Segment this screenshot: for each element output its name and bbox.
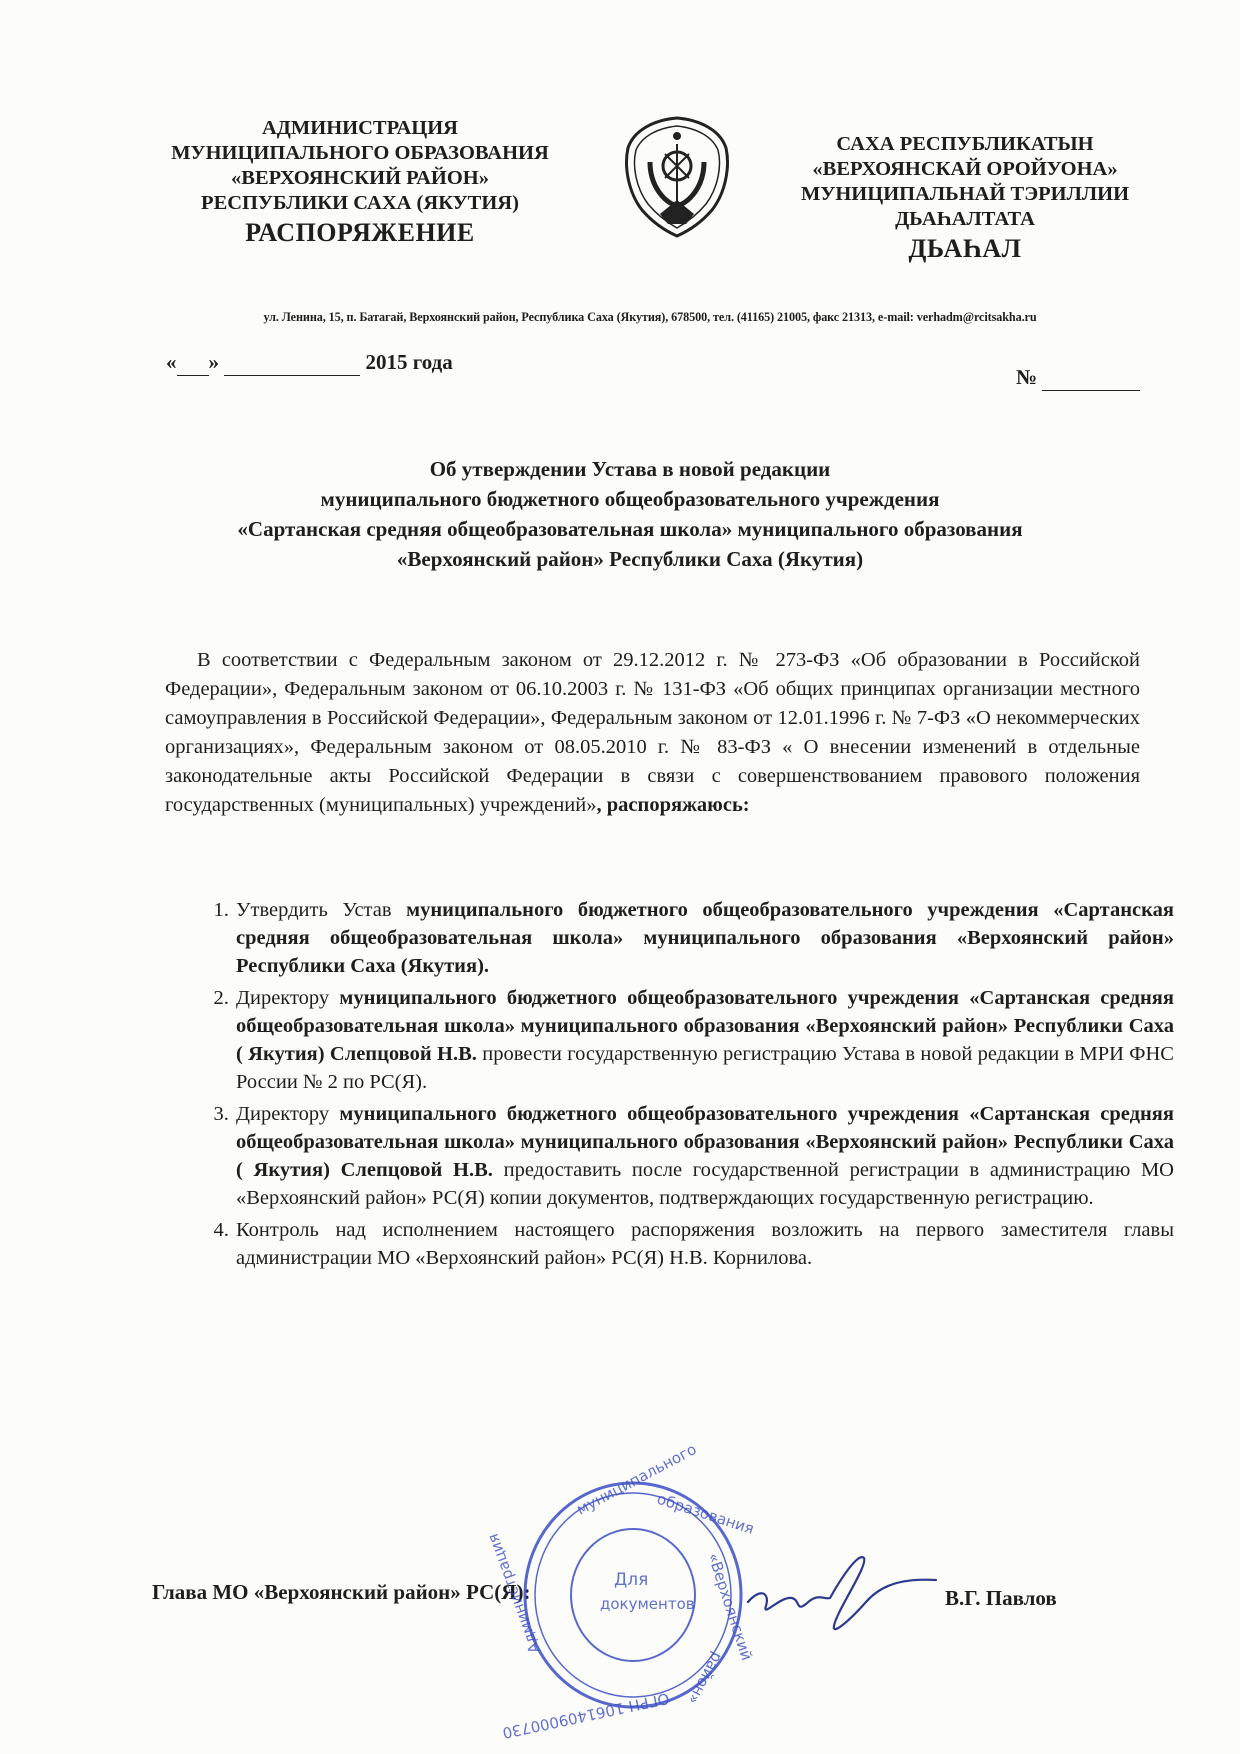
official-stamp — [483, 1440, 757, 1743]
svg-text:муниципального: муниципального — [573, 1440, 700, 1519]
date-close-quote: » — [208, 350, 219, 374]
order-item-lead: Контроль над исполнением настоящего распоряжения возложить на первого заместителя главы администрации МО «Верхоянский район» РС(Я) Н.В. Корнилова. — [236, 1219, 1174, 1269]
order-item — [234, 1100, 1174, 1212]
order-item-bold: муниципального бюджетного общеобразовательного учреждения «Сартанская средняя общеобразовательная школа» муниципального образования «Верхоянский район» Республики Саха ( Якутия) Слепцовой Н.В. — [236, 987, 1174, 1065]
signatory-position: Глава МО «Верхоянский район» РС(Я): — [152, 1580, 531, 1604]
signatory-name: В.Г. Павлов — [945, 1586, 1057, 1610]
order-item-tail: провести государственную регистрацию Устава в новой редакции в МРИ ФНС России № 2 по РС(Я). — [236, 1043, 1174, 1093]
date-day-blank — [177, 350, 209, 376]
header-right-line: САХА РЕСПУБЛИКАТЫН — [836, 133, 1094, 155]
title-line: Об утверждении Устава в новой редакции — [429, 457, 831, 481]
order-item — [234, 1216, 1174, 1272]
svg-text:Администрация: Администрация — [483, 1531, 544, 1656]
coat-of-arms-emblem — [620, 114, 735, 239]
order-number-blank — [1042, 365, 1140, 391]
title-line: муниципального бюджетного общеобразовательного учреждения — [320, 487, 940, 511]
order-item-lead: Директору — [236, 987, 340, 1009]
preamble-paragraph — [165, 646, 1140, 820]
svg-text:ОГРН 1061409000730: ОГРН 1061409000730 — [500, 1689, 671, 1743]
document-type-ru: РАСПОРЯЖЕНИЕ — [245, 218, 475, 247]
order-item — [234, 984, 1174, 1096]
order-number-line — [1016, 365, 1140, 391]
preamble-text: В соответствии с Федеральным законом от 29.12.2012 г. № 273-ФЗ «Об образовании в Российской Федерации», Федеральным законом от 06.10.2003 г. № 131-ФЗ «Об общих принципах организации местного самоуправления в Российской Федерации», Федеральным законом от 12.01.1996 г. № 7-ФЗ «О некоммерческих организациях», Федеральным законом от 08.05.2010 г. № 83-ФЗ « О внесении изменений в отдельные законодательные акты Российской Федерации в связи с совершенствованием правового положения государственных (муниципальных) учреждений» — [165, 649, 1140, 816]
document-title — [150, 454, 1110, 574]
order-items-list — [190, 896, 1174, 1276]
header-left-block — [140, 116, 580, 245]
order-number-label: № — [1016, 365, 1038, 389]
svg-text:район»: район» — [683, 1649, 727, 1708]
header-right-line: МУНИЦИПАЛЬНАЙ ТЭРИЛЛИИ — [800, 183, 1130, 205]
svg-text:Для: Для — [614, 1570, 649, 1590]
header-right-line: «ВЕРХОЯНСКАЙ ОРОЙУОНА» — [812, 158, 1118, 180]
svg-text:образования: образования — [654, 1489, 757, 1538]
order-item-lead: Утвердить Устав — [236, 899, 407, 921]
header-right-block — [770, 132, 1160, 261]
document-type-sakha: ДЬАҺАЛ — [908, 234, 1022, 263]
date-year: 2015 года — [365, 350, 453, 374]
header-left-line: МУНИЦИПАЛЬНОГО ОБРАЗОВАНИЯ — [171, 142, 549, 164]
handwritten-signature — [740, 1540, 940, 1640]
preamble-decision: , распоряжаюсь: — [596, 794, 750, 816]
date-open-quote: « — [166, 350, 177, 374]
header-left-line: АДМИНИСТРАЦИЯ — [262, 117, 458, 139]
svg-text:«Верхоянский: «Верхоянский — [704, 1550, 756, 1663]
title-line: «Верхоянский район» Республики Саха (Якутия) — [396, 547, 864, 571]
title-line: «Сартанская средняя общеобразовательная школа» муниципального образования — [237, 517, 1023, 541]
header-left-line: РЕСПУБЛИКИ САХА (ЯКУТИЯ) — [201, 192, 519, 214]
svg-text:документов: документов — [600, 1595, 695, 1613]
order-item-lead: Директору — [236, 1103, 340, 1125]
order-item-bold: муниципального бюджетного общеобразовательного учреждения «Сартанская средняя общеобразовательная школа» муниципального образования «Верхоянский район» Республики Саха (Якутия). — [236, 899, 1174, 977]
header-right-line: ДЬАҺАЛТАТА — [895, 208, 1035, 230]
order-item — [234, 896, 1174, 980]
order-item-tail: предоставить после государственной регистрации в администрацию МО «Верхоянский район» РС(Я) копии документов, подтверждающих государственную регистрацию. — [236, 1159, 1174, 1209]
header-left-line: «ВЕРХОЯНСКИЙ РАЙОН» — [231, 167, 489, 189]
order-item-bold: муниципального бюджетного общеобразовательного учреждения «Сартанская средняя общеобразовательная школа» муниципального образования «Верхоянский район» Республики Саха ( Якутия) Слепцовой Н.В. — [236, 1103, 1174, 1181]
date-line — [166, 350, 453, 376]
address-line: ул. Ленина, 15, п. Батагай, Верхоянский район, Республика Саха (Якутия), 678500, тел. (41165) 21005, факс 21313, e-mail: verhadm@rcitsakha.ru — [263, 310, 1037, 324]
date-month-blank — [224, 350, 360, 376]
